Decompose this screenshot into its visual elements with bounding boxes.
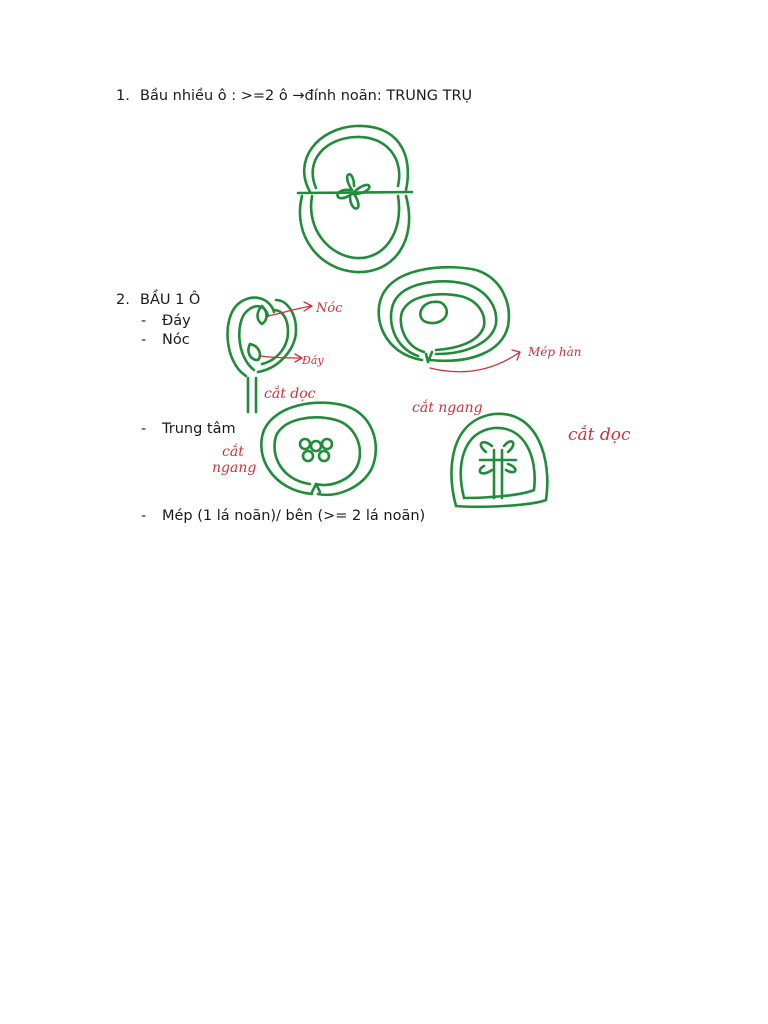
longitudinal-central-drawing <box>451 414 547 507</box>
sub-item-day: Đáy <box>162 313 191 329</box>
list-number-1: 1. <box>116 88 130 104</box>
annotation-mep-han: Mép hàn <box>528 345 582 359</box>
item-1-text: Bầu nhiều ô : >=2 ô →đính noãn: TRUNG TRỤ <box>140 88 473 104</box>
list-number-2: 2. <box>116 292 130 308</box>
transverse-marginal-drawing <box>379 267 509 362</box>
sub-item-dash: - <box>141 421 147 437</box>
annotation-day: Đáy <box>302 354 324 367</box>
transverse-central-drawing <box>261 403 376 495</box>
sub-item-noc: Nóc <box>162 332 190 348</box>
sub-item-dash: - <box>141 313 147 329</box>
item-2-title: BẦU 1 Ô <box>140 292 201 308</box>
annotation-cat-doc-1: cắt dọc <box>264 386 316 402</box>
annotation-cat-ngang-2-line1: cắt <box>222 444 244 460</box>
sub-item-trung-tam: Trung tâm <box>162 421 236 437</box>
sub-item-dash: - <box>141 332 147 348</box>
annotation-cat-ngang-2-line2: ngang <box>212 460 257 476</box>
annotation-noc: Nóc <box>316 301 343 316</box>
annotation-cat-doc-2: cắt dọc <box>568 425 631 445</box>
sub-item-mep: Mép (1 lá noãn)/ bên (>= 2 lá noãn) <box>162 508 426 524</box>
annotation-cat-ngang-1: cắt ngang <box>412 400 483 416</box>
sub-item-dash: - <box>141 508 147 524</box>
multilocular-ovary-drawing <box>298 126 412 272</box>
